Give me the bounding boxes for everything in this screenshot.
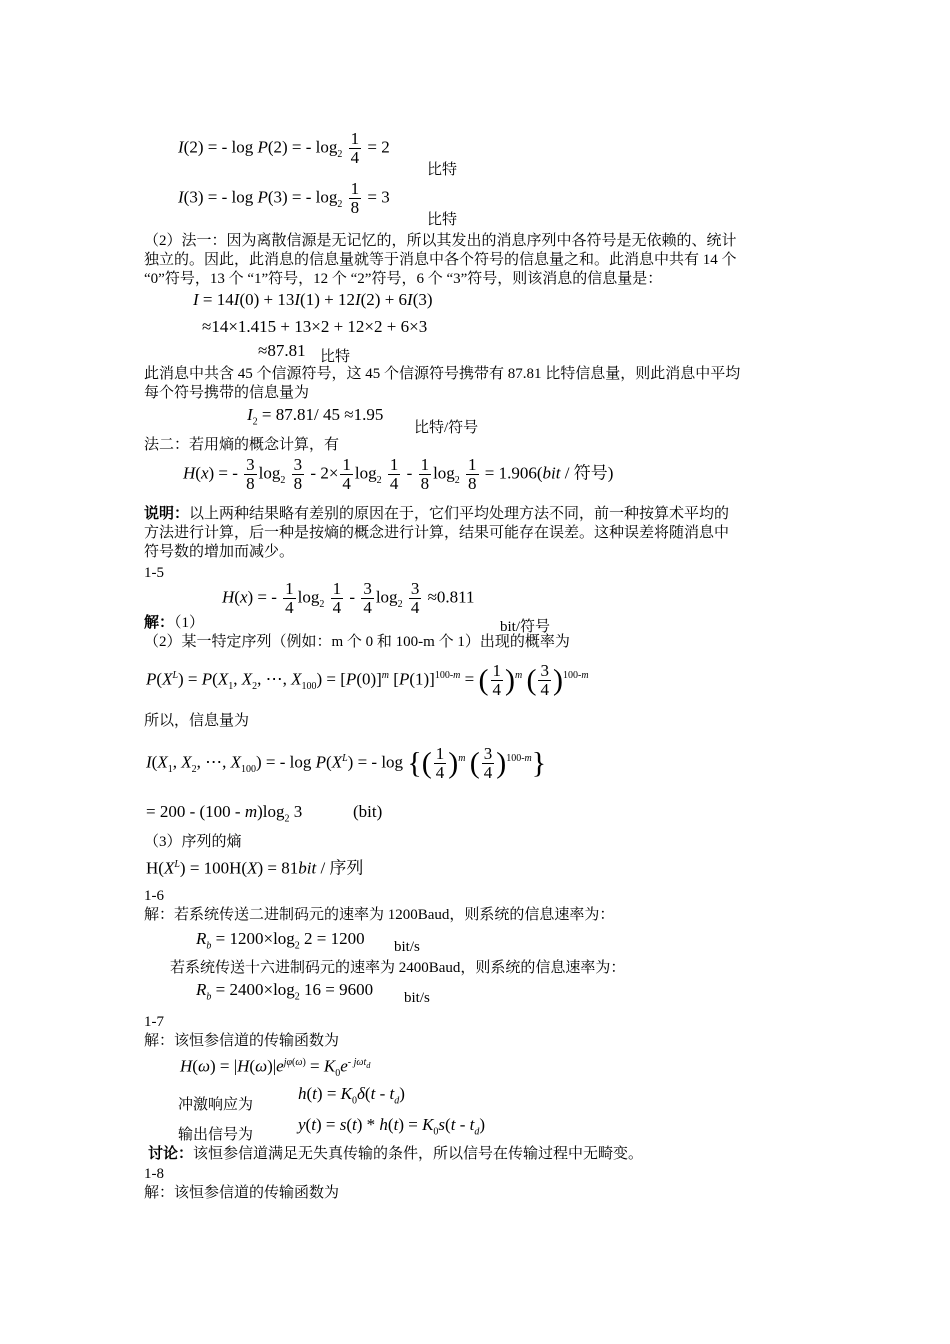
paragraph-line: 解：该恒参信道的传输函数为 [144,1033,340,1049]
equation-average: $I_2 = 87.81/$ 45 ≈1.95 [247,405,384,428]
answer-line [144,614,204,632]
part-label: （1） [174,615,205,631]
unit-label: 比特/符号 [414,420,479,436]
unit-label: bit/s [394,939,420,955]
problem-number: 1-6 [144,888,164,904]
paragraph-line: 所以，信息量为 [144,713,250,729]
discussion-label: 讨论： [148,1146,194,1162]
paragraph-line: 此消息中共含 45 个信源符号，这 45 个信源符号携带有 87.81 比特信息量，则此消息中平均 [144,366,741,382]
equation-approx: ≈14×1.415 + 13×2 + 12×2 + 6×3 [202,317,428,336]
equation-information: $I(X_1$, $X_2$, ⋯, $X_{100}$) = - $\log P(X^L)$ = - log {( $\frac{1}{4}$ )$^m$ ( $\frac{3}{4}$ )$^{100-m}$} [146,744,547,782]
equation-i3: I(3) = - log P(3) = - $\log_2$ $\frac{1}{8}$ = 3 [178,179,390,217]
note-line [144,505,729,523]
note-line: 符号数的增加而减少。 [144,544,295,560]
equation-entropy-15: H(x) = - $\frac{1}{4}$ $\log_2$ $\frac{1}{4}$ - $\frac{3}{4}$ $\log_2$ $\frac{3}{4}$ ≈0.811 [222,579,475,617]
paragraph-line: 解：若系统传送二进制码元的速率为 1200Baud，则系统的信息速率为： [144,907,615,923]
discussion-text: 该恒参信道满足无失真传输的条件，所以信号在传输过程中无畸变。 [193,1146,644,1162]
discussion-line [148,1145,643,1163]
equation-impulse: $h(t) = K_0\delta(t - t_d)$ [298,1084,405,1107]
equation-probability: $P(X^L) = P(X_1$, $X_2$, ⋯, $X_{100}) = [P(0)]^m$ $[P(1)]^{100-m}$ = ( $\frac{1}{4}$ )$^m$ ( $\frac{3}{4}$ )$^{100-m}$ [146,661,589,699]
note-label: 说明： [144,506,190,522]
paragraph-line: （2）法一：因为离散信源是无记忆的，所以其发出的消息序列中各符号是无依赖的、统计 [144,233,737,249]
equation-rate-hex: $R_b = 2400\times\log_2$ 16 = 9600 [196,980,374,1003]
paragraph-line: （2）某一特定序列（例如：m 个 0 和 100-m 个 1）出现的概率为 [144,634,570,650]
unit-label: 比特 [427,212,458,228]
problem-number: 1-8 [144,1166,164,1182]
equation-i2: I(2) = - log P(2) = - $\log_2$ $\frac{1}{4}$ = 2 [178,129,390,167]
equation-sum: I = 14I(0) + 13I(1) + 12I(2) + 6I(3) [193,290,433,309]
paragraph-line: 每个符号携带的信息量为 [144,385,310,401]
paragraph-line: 法二：若用熵的概念计算，有 [144,437,340,453]
paragraph-line: 解：该恒参信道的传输函数为 [144,1185,340,1201]
equation-output: $y(t) = s(t) * h(t) = K_0s(t - t_d)$ [298,1115,486,1138]
unit-label: 比特 [320,349,351,365]
paragraph-line: 若系统传送十六进制码元的速率为 2400Baud，则系统的信息速率为： [170,960,626,976]
equation-transfer: $H(\omega) = |H(\omega)|e^{j\varphi(\omega)} = K_0e^{- j\omega t_d}$ [180,1056,371,1080]
answer-label: 解： [144,615,175,631]
paragraph-line: 独立的。因此，此消息的信息量就等于消息中各个符号的信息量之和。此消息中共有 14 个 [144,252,737,268]
note-text: 以上两种结果略有差别的原因在于，它们平均处理方法不同，前一种按算术平均的 [189,506,730,522]
label-impulse: 冲激响应为 [178,1097,254,1113]
unit-label: bit/符号 [500,619,551,635]
equation-sequence-entropy: $H(X^L) = 100H(X) = 81bit$ / 序列 [146,858,364,878]
label-output: 输出信号为 [178,1127,254,1143]
unit-label: bit/s [404,990,430,1006]
problem-number: 1-7 [144,1014,164,1030]
paragraph-line: （3）序列的熵 [144,834,242,850]
note-line: 方法进行计算，后一种是按熵的概念进行计算，结果可能存在误差。这种误差将随消息中 [144,525,730,541]
problem-number: 1-5 [144,565,164,581]
unit-label: (bit) [353,802,383,821]
equation-entropy: H(x) = - $\frac{3}{8}$ $\log_2$ $\frac{3}{8}$ - 2× $\frac{1}{4}$ $\log_2$ $\frac{1}{4}$ - $\frac{1}{8}$ $\log_2$ $\frac{1}{8}$ = 1.906(bit / 符号) [183,455,614,493]
paragraph-line: “0”符号，13 个 “1”符号，12 个 “2”符号，6 个 “3”符号，则该消息的信息量是： [144,271,663,287]
equation-result-bits: = $200 - (100 - m)\log_2$ 3 [146,802,303,825]
unit-label: 比特 [427,162,458,178]
equation-result: ≈87.81 [258,341,306,360]
equation-rate-binary: $R_b = 1200\times\log_2$ 2 = 1200 [196,929,365,952]
